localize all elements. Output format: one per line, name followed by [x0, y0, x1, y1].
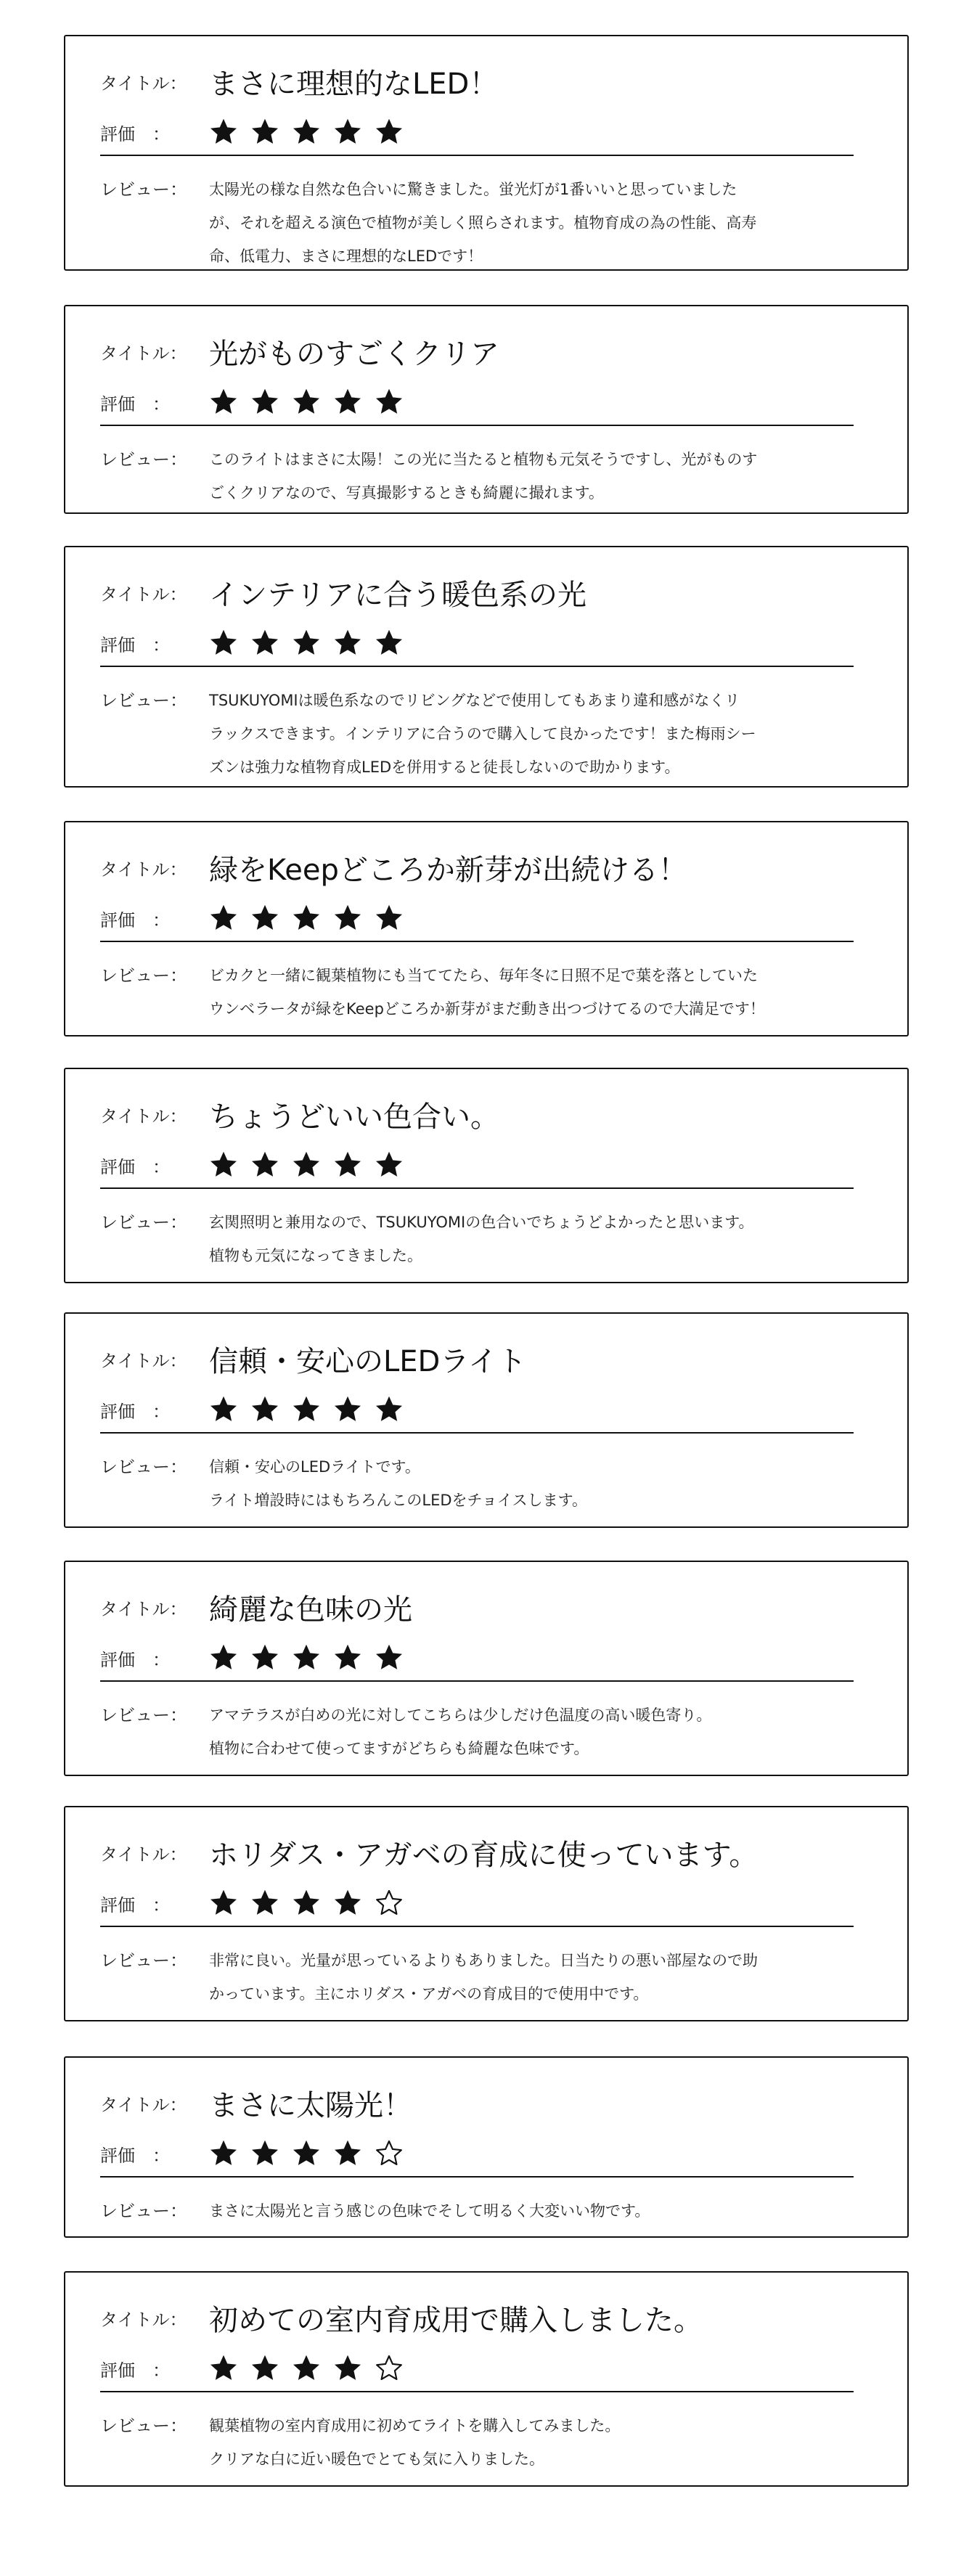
title-label: タイトル：: [100, 1351, 187, 1371]
review-title-row: [100, 331, 864, 371]
star-filled-icon: [333, 388, 362, 417]
rating-colon: ：: [152, 909, 170, 931]
star-filled-icon: [209, 118, 238, 147]
star-filled-icon: [375, 1395, 404, 1424]
review-title: まさに太陽光！: [209, 2089, 412, 2122]
title-label: タイトル：: [100, 1599, 187, 1619]
rating-label: 評価: [100, 909, 135, 931]
review-title-row: [100, 2082, 864, 2122]
review-title-row: [100, 1094, 864, 1134]
review-card: [64, 2271, 909, 2487]
review-text: [209, 2409, 854, 2476]
rating-label: 評価: [100, 2360, 135, 2381]
review-title-row: [100, 1587, 864, 1627]
divider: [100, 1926, 854, 1927]
divider: [100, 2391, 854, 2392]
rating-label: 評価: [100, 1401, 135, 1422]
review-title: 光がものすごくクリア: [209, 338, 499, 371]
review-text-line: 太陽光の様な自然な色合いに驚きました。蛍光灯が1番いいと思っていました: [209, 181, 737, 198]
review-text: [209, 684, 854, 784]
divider: [100, 1187, 854, 1189]
review-text: [209, 443, 854, 510]
star-filled-icon: [209, 388, 238, 417]
star-filled-icon: [375, 1150, 404, 1179]
review-text: [209, 173, 854, 273]
review-text-line: このライトはまさに太陽！この光に当たると植物も元気そうですし、光がものす: [209, 451, 758, 468]
title-label: タイトル：: [100, 1106, 187, 1127]
star-filled-icon: [209, 2354, 238, 2383]
star-filled-icon: [292, 1643, 321, 1672]
review-text-line: 信頼・安心のLEDライトです。: [209, 1458, 420, 1476]
review-title: まさに理想的なLED！: [209, 68, 499, 101]
title-label: タイトル：: [100, 1844, 187, 1865]
star-filled-icon: [375, 1643, 404, 1672]
divider: [100, 425, 854, 426]
star-filled-icon: [250, 1889, 279, 1918]
review-text: [209, 1450, 854, 1517]
divider: [100, 155, 854, 156]
star-filled-icon: [209, 1150, 238, 1179]
star-filled-icon: [333, 1889, 362, 1918]
star-filled-icon: [333, 1643, 362, 1672]
review-rating-row: [100, 118, 416, 150]
star-filled-icon: [250, 1643, 279, 1672]
review-label: レビュー：: [100, 2201, 187, 2221]
star-empty-icon: [375, 2354, 404, 2383]
rating-stars: [209, 2354, 416, 2383]
divider: [100, 941, 854, 942]
rating-label: 評価: [100, 1894, 135, 1915]
title-label: タイトル：: [100, 2310, 187, 2330]
review-text: [209, 959, 854, 1026]
rating-stars: [209, 388, 416, 417]
review-label: レビュー：: [100, 449, 187, 470]
review-title: 信頼・安心のLEDライト: [209, 1345, 527, 1378]
divider: [100, 666, 854, 667]
review-text-line: ラックスできます。インテリアに合うので購入して良かったです！また梅雨シー: [209, 725, 756, 743]
review-title-row: [100, 2297, 864, 2337]
rating-stars: [209, 1889, 416, 1918]
star-filled-icon: [333, 2139, 362, 2168]
review-text-line: 植物に合わせて使ってますがどちらも綺麗な色味です。: [209, 1740, 589, 1757]
review-title: 綺麗な色味の光: [209, 1593, 412, 1627]
star-filled-icon: [292, 2139, 321, 2168]
review-text-line: まさに太陽光と言う感じの色味でそして明るく大変いい物です。: [209, 2202, 650, 2220]
rating-stars: [209, 118, 416, 147]
review-text: [209, 1698, 854, 1765]
star-filled-icon: [292, 388, 321, 417]
review-text: [209, 2194, 854, 2228]
rating-colon: ：: [152, 393, 170, 414]
review-rating-row: [100, 629, 416, 661]
star-filled-icon: [333, 118, 362, 147]
review-rating-row: [100, 2139, 416, 2171]
review-text-line: ズンは強力な植物育成LEDを併用すると徒長しないので助かります。: [209, 759, 680, 776]
star-filled-icon: [250, 1395, 279, 1424]
rating-label: 評価: [100, 634, 135, 655]
review-title-row: [100, 847, 864, 887]
rating-colon: ：: [152, 634, 170, 655]
star-filled-icon: [375, 629, 404, 658]
review-title-row: [100, 572, 864, 612]
review-card: [64, 546, 909, 788]
review-title: 初めての室内育成用で購入しました。: [209, 2304, 703, 2337]
star-filled-icon: [209, 1889, 238, 1918]
star-filled-icon: [375, 118, 404, 147]
review-text-line: 非常に良い。光量が思っているよりもありました。日当たりの悪い部屋なので助: [209, 1952, 758, 1969]
review-text-line: ライト増設時にはもちろんこのLEDをチョイスします。: [209, 1492, 587, 1509]
star-filled-icon: [209, 629, 238, 658]
rating-label: 評価: [100, 393, 135, 414]
review-rating-row: [100, 1643, 416, 1675]
review-rating-row: [100, 2354, 416, 2386]
star-filled-icon: [333, 629, 362, 658]
review-title: ちょうどいい色合い。: [209, 1100, 499, 1134]
star-filled-icon: [292, 1889, 321, 1918]
review-text: [209, 1944, 854, 2011]
star-filled-icon: [333, 904, 362, 933]
rating-stars: [209, 1643, 416, 1672]
review-card: [64, 1068, 909, 1283]
star-empty-icon: [375, 2139, 404, 2168]
title-label: タイトル：: [100, 859, 187, 880]
star-filled-icon: [333, 1395, 362, 1424]
divider: [100, 2176, 854, 2178]
rating-label: 評価: [100, 2145, 135, 2166]
review-text-line: 玄関照明と兼用なので、TSUKUYOMIの色合いでちょうどよかったと思います。: [209, 1214, 754, 1231]
rating-stars: [209, 1150, 416, 1179]
review-text-line: 観葉植物の室内育成用に初めてライトを購入してみました。: [209, 2417, 621, 2434]
rating-stars: [209, 1395, 416, 1424]
review-text-line: ビカクと一緒に観葉植物にも当ててたら、毎年冬に日照不足で葉を落としていた: [209, 967, 758, 984]
review-label: レビュー：: [100, 1705, 187, 1725]
review-label: レビュー：: [100, 1212, 187, 1232]
review-card: [64, 1312, 909, 1528]
rating-stars: [209, 2139, 416, 2168]
star-filled-icon: [250, 904, 279, 933]
star-filled-icon: [333, 2354, 362, 2383]
review-text-line: クリアな白に近い暖色でとても気に入りました。: [209, 2450, 544, 2468]
review-label: レビュー：: [100, 690, 187, 711]
star-filled-icon: [209, 2139, 238, 2168]
review-title-row: [100, 1338, 864, 1378]
star-filled-icon: [209, 1395, 238, 1424]
review-rating-row: [100, 388, 416, 420]
review-text-line: TSUKUYOMIは暖色系なのでリビングなどで使用してもあまり違和感がなくリ: [209, 692, 740, 709]
review-title: 緑をKeepどころか新芽が出続ける！: [209, 854, 687, 887]
review-title: インテリアに合う暖色系の光: [209, 578, 586, 612]
star-filled-icon: [375, 388, 404, 417]
review-rating-row: [100, 1889, 416, 1921]
review-card: [64, 1806, 909, 2021]
review-label: レビュー：: [100, 1950, 187, 1971]
star-filled-icon: [292, 629, 321, 658]
review-card: [64, 1561, 909, 1776]
review-card: [64, 305, 909, 514]
rating-stars: [209, 629, 416, 658]
review-text-line: アマテラスが白めの光に対してこちらは少しだけ色温度の高い暖色寄り。: [209, 1706, 712, 1724]
star-filled-icon: [209, 904, 238, 933]
review-text: [209, 1206, 854, 1272]
review-text-line: 命、低電力、まさに理想的なLEDです！: [209, 248, 483, 265]
review-text-line: ウンベラータが緑をKeepどころか新芽がまだ動き出つづけてるので大満足です！: [209, 1000, 765, 1018]
rating-colon: ：: [152, 1894, 170, 1915]
rating-label: 評価: [100, 1649, 135, 1670]
star-filled-icon: [333, 1150, 362, 1179]
star-filled-icon: [250, 388, 279, 417]
review-rating-row: [100, 1395, 416, 1427]
star-filled-icon: [250, 629, 279, 658]
star-filled-icon: [292, 904, 321, 933]
rating-colon: ：: [152, 1156, 170, 1177]
review-text-line: が、それを超える演色で植物が美しく照らされます。植物育成の為の性能、高寿: [209, 214, 757, 232]
star-filled-icon: [250, 2139, 279, 2168]
divider: [100, 1680, 854, 1682]
star-filled-icon: [250, 2354, 279, 2383]
review-rating-row: [100, 1150, 416, 1182]
rating-colon: ：: [152, 123, 170, 144]
rating-stars: [209, 904, 416, 933]
review-card: [64, 2056, 909, 2238]
review-label: レビュー：: [100, 1457, 187, 1477]
star-filled-icon: [292, 2354, 321, 2383]
divider: [100, 1432, 854, 1434]
title-label: タイトル：: [100, 584, 187, 605]
review-card: [64, 821, 909, 1036]
title-label: タイトル：: [100, 73, 187, 94]
title-label: タイトル：: [100, 2095, 187, 2115]
rating-label: 評価: [100, 1156, 135, 1177]
review-title: ホリダス・アガベの育成に使っています。: [209, 1839, 759, 1872]
review-label: レビュー：: [100, 965, 187, 986]
rating-colon: ：: [152, 1401, 170, 1422]
star-filled-icon: [292, 1150, 321, 1179]
review-rating-row: [100, 904, 416, 936]
star-filled-icon: [292, 118, 321, 147]
star-filled-icon: [292, 1395, 321, 1424]
star-filled-icon: [250, 118, 279, 147]
review-title-row: [100, 61, 864, 101]
review-text-line: かっています。主にホリダス・アガベの育成目的で使用中です。: [209, 1985, 649, 2003]
rating-colon: ：: [152, 2360, 170, 2381]
review-label: レビュー：: [100, 2416, 187, 2436]
rating-colon: ：: [152, 1649, 170, 1670]
review-label: レビュー：: [100, 179, 187, 200]
star-filled-icon: [209, 1643, 238, 1672]
review-title-row: [100, 1832, 864, 1872]
review-text-line: ごくクリアなので、写真撮影するときも綺麗に撮れます。: [209, 484, 604, 502]
star-filled-icon: [375, 904, 404, 933]
rating-colon: ：: [152, 2145, 170, 2166]
rating-label: 評価: [100, 123, 135, 144]
star-filled-icon: [250, 1150, 279, 1179]
review-text-line: 植物も元気になってきました。: [209, 1247, 422, 1264]
star-empty-icon: [375, 1889, 404, 1918]
title-label: タイトル：: [100, 343, 187, 364]
review-card: [64, 35, 909, 271]
